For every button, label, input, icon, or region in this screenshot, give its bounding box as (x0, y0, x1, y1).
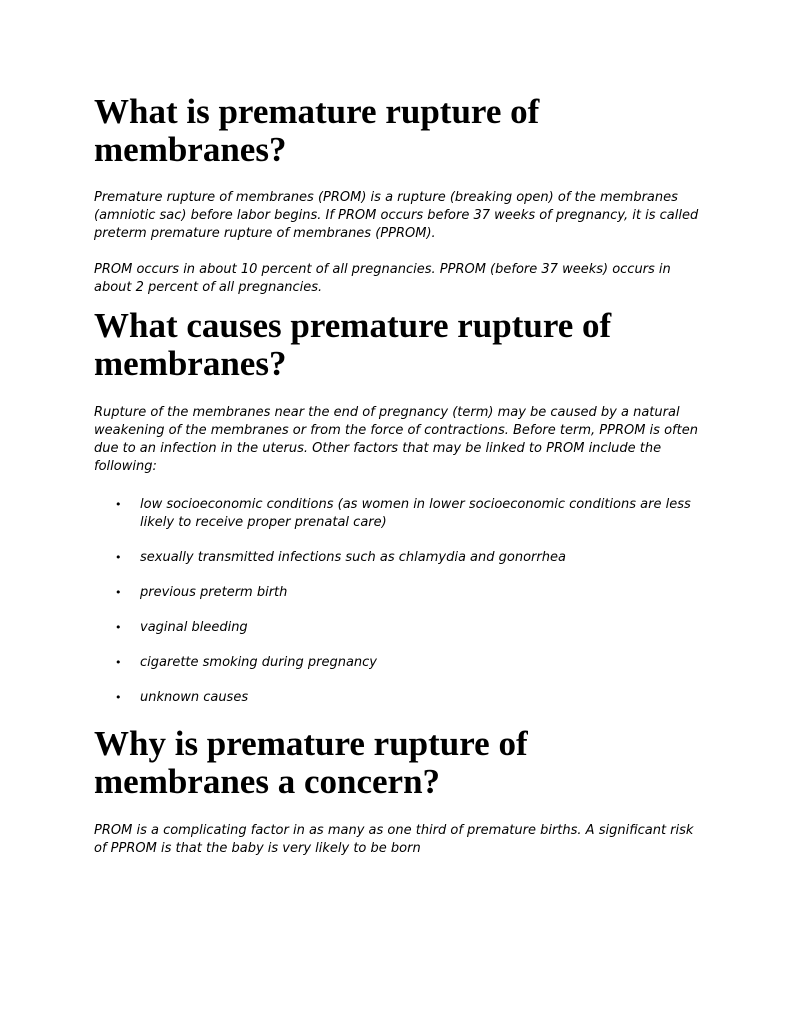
document-content (94, 93, 704, 858)
list-item (94, 619, 704, 637)
list-item (94, 584, 704, 602)
bullet-icon: • (115, 586, 122, 599)
section-heading-concern: Why is premature rupture of membranes a concern? (94, 724, 528, 801)
list-item (94, 496, 704, 532)
bullet-icon: • (115, 691, 122, 704)
list-item (94, 689, 704, 707)
paragraph-prom-frequency: PROM occurs in about 10 percent of all pregnancies. PPROM (before 37 weeks) occurs in about 2 percent of all pregnancies. (94, 262, 671, 295)
list-item-text: low socioeconomic conditions (as women in lower socioeconomic conditions are less likely to receive proper prenatal care) (140, 497, 691, 530)
list-item-text: previous preterm birth (140, 585, 288, 600)
list-item-text: vaginal bleeding (140, 620, 248, 635)
paragraph-prom-definition: Premature rupture of membranes (PROM) is a rupture (breaking open) of the membranes (amniotic sac) before labor begins. If PROM occurs before 37 weeks of pregnancy, it is called preterm premature rupture of membranes (PPROM). (94, 190, 699, 241)
bullet-icon: • (115, 498, 122, 511)
list-item (94, 549, 704, 567)
list-item-text: cigarette smoking during pregnancy (140, 655, 378, 670)
section-heading-causes: What causes premature rupture of membranes? (94, 306, 612, 383)
list-item-text: sexually transmitted infections such as chlamydia and gonorrhea (140, 550, 566, 565)
risk-factor-list (94, 496, 704, 707)
section-heading-what-is-prom: What is premature rupture of membranes? (94, 92, 540, 169)
list-item (94, 654, 704, 672)
bullet-icon: • (115, 621, 122, 634)
bullet-icon: • (115, 551, 122, 564)
paragraph-causes: Rupture of the membranes near the end of pregnancy (term) may be caused by a natural weakening of the membranes or from the force of contractions. Before term, PPROM is often due to an infection in the uterus. Other factors that may be linked to PROM include the following: (94, 405, 698, 474)
list-item-text: unknown causes (140, 690, 249, 705)
paragraph-concern: PROM is a complicating factor in as many as one third of premature births. A significant risk of PPROM is that the baby is very likely to be born (94, 823, 694, 856)
bullet-icon: • (115, 656, 122, 669)
